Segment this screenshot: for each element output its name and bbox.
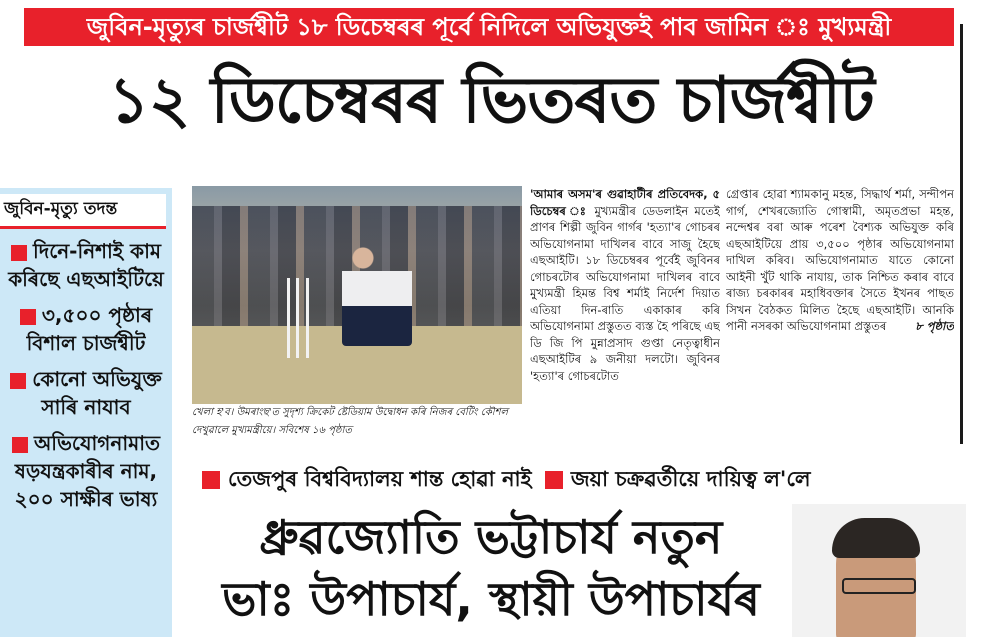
stumps-icon bbox=[287, 278, 309, 358]
article-body-2: গ্ৰেপ্তাৰ হোৱা শ্যামকানু মহন্ত, সিদ্ধাৰ্থ শৰ্মা, সন্দীপন গাৰ্গ, শেখৰজ্যোতি গোস্বামী, অমৃতপ্ৰভা মহন্ত, নন্দেশ্বৰ বৰা আৰু পৰেশ বৈশ্যক অভিযুক্ত কৰি এছআইটিয়ে প্ৰায় ৩,৫০০ পৃষ্ঠাৰ অভিযোগনামা দাখিল কৰিব। অভিযোগনামাত যাতে কোনো আইনী খুঁট থাকি নাযায়, তাক নিশ্চিত কৰাৰ বাবে ৰাজ্য চৰকাৰৰ মহাধিবক্তাৰ সৈতে ইখনৰ পাছত সিখন বৈঠকত মিলিত হৈছে এছআইটি। আনকি পানী নসৰকা অভিযোগনামা প্ৰস্তুতৰ bbox=[726, 187, 954, 333]
article-body-1: মুখ্যমন্ত্ৰীৰ ডেডলাইন মতেই প্ৰাণৰ শিল্পী জুবিন গাৰ্গৰ 'হত্যা'ৰ গোচৰৰ অভিযোগনামা দাখিলৰ বাবে সাজু হৈছে এছআইটি। ১৮ ডিচেম্বৰৰ পূৰ্বেই জুবিনৰ গোচৰটোৰ অভিযোগনামা দাখিলৰ বাবে মুখ্যমন্ত্ৰী হিমন্ত বিশ্ব শৰ্মাই নিৰ্দেশ দিয়াত এতিয়া দিন-ৰাতি একাকাৰ কৰি অভিযোগনামা প্ৰস্তুতত ব্যস্ত হৈ পৰিছে এছ ডি জি পি মুন্নাপ্ৰসাদ গুপ্তা নেতৃত্বাধীন এছআইটিৰ ৯ জনীয়া দলটো। জুবিনৰ 'হত্যা'ৰ গোচৰটোত bbox=[530, 203, 720, 383]
teaser-2: জয়া চক্ৰৱৰ্তীয়ে দায়িত্ব ল'লে bbox=[570, 467, 811, 491]
teaser-row bbox=[196, 462, 962, 496]
cricket-photo bbox=[192, 186, 522, 404]
bullet-square-icon bbox=[202, 471, 220, 489]
article-column-2 bbox=[726, 186, 954, 440]
sidebar-title: জুবিন-মৃত্যু তদন্ত bbox=[0, 194, 166, 229]
second-headline-line1: ধ্ৰুৱজ্যোতি ভট্টাচাৰ্য নতুন bbox=[259, 510, 723, 564]
bullet-square-icon bbox=[20, 309, 36, 325]
portrait-photo bbox=[792, 504, 966, 637]
bullet-square-icon bbox=[545, 471, 563, 489]
sidebar-item-text: অভিযোগনামাত ষড়যন্ত্ৰকাৰীৰ নাম, ২০০ সাক্ষীৰ ভাষ্য bbox=[14, 431, 161, 511]
column-rule bbox=[960, 24, 963, 444]
portrait-hair bbox=[832, 518, 920, 558]
second-headline bbox=[196, 506, 786, 630]
bullet-square-icon bbox=[11, 245, 27, 261]
photo-caption: খেলা হ'ব। উমৰাংছ'ত সুদৃশ্য ক্ৰিকেট ষ্টেডিয়াম উদ্বোধন কৰি নিজৰ বেটিং কৌশল দেখুৱালে মুখ্যমন্ত্ৰীয়ে। সবিশেষ ১৬ পৃষ্ঠাত bbox=[192, 407, 509, 436]
main-headline: ১২ ডিচেম্বৰৰ ভিতৰত চাৰ্জশ্বীট bbox=[108, 64, 874, 138]
continued-page-ref: ৮ পৃষ্ঠাত bbox=[915, 319, 954, 333]
sidebar-box bbox=[0, 188, 172, 637]
batsman-figure bbox=[342, 246, 412, 346]
kicker-banner: জুবিন-মৃত্যুৰ চাৰ্জশ্বীট ১৮ ডিচেম্বৰৰ পূৰ্বে নিদিলে অভিযুক্তই পাব জামিন ঃ মুখ্যমন্ত্ৰী bbox=[24, 8, 954, 46]
bullet-square-icon bbox=[12, 437, 28, 453]
article-column-1 bbox=[530, 186, 720, 440]
sidebar-item bbox=[0, 235, 172, 295]
sidebar-item bbox=[0, 363, 172, 423]
sidebar-item bbox=[0, 299, 172, 359]
bullet-square-icon bbox=[10, 373, 26, 389]
teaser-1: তেজপুৰ বিশ্ববিদ্যালয় শান্ত হোৱা নাই bbox=[228, 467, 532, 491]
glasses-icon bbox=[842, 578, 916, 594]
sidebar-item-text: দিনে-নিশাই কাম কৰিছে এছআইটিয়ে bbox=[8, 239, 164, 291]
article-dateline: 'আমাৰ অসম'ৰ গুৱাহাটীৰ প্ৰতিবেদক, ৫ ডিচেম্বৰ ঃ bbox=[530, 187, 720, 218]
second-headline-line2: ভাঃ উপাচাৰ্য, স্থায়ী উপাচাৰ্যৰ bbox=[222, 572, 760, 626]
sidebar-item-text: ৩,৫০০ পৃষ্ঠাৰ বিশাল চাৰ্জশ্বীট bbox=[26, 303, 153, 355]
sidebar-item-text: কোনো অভিযুক্ত সাৰি নাযাব bbox=[32, 367, 162, 419]
sidebar-item bbox=[0, 427, 172, 515]
